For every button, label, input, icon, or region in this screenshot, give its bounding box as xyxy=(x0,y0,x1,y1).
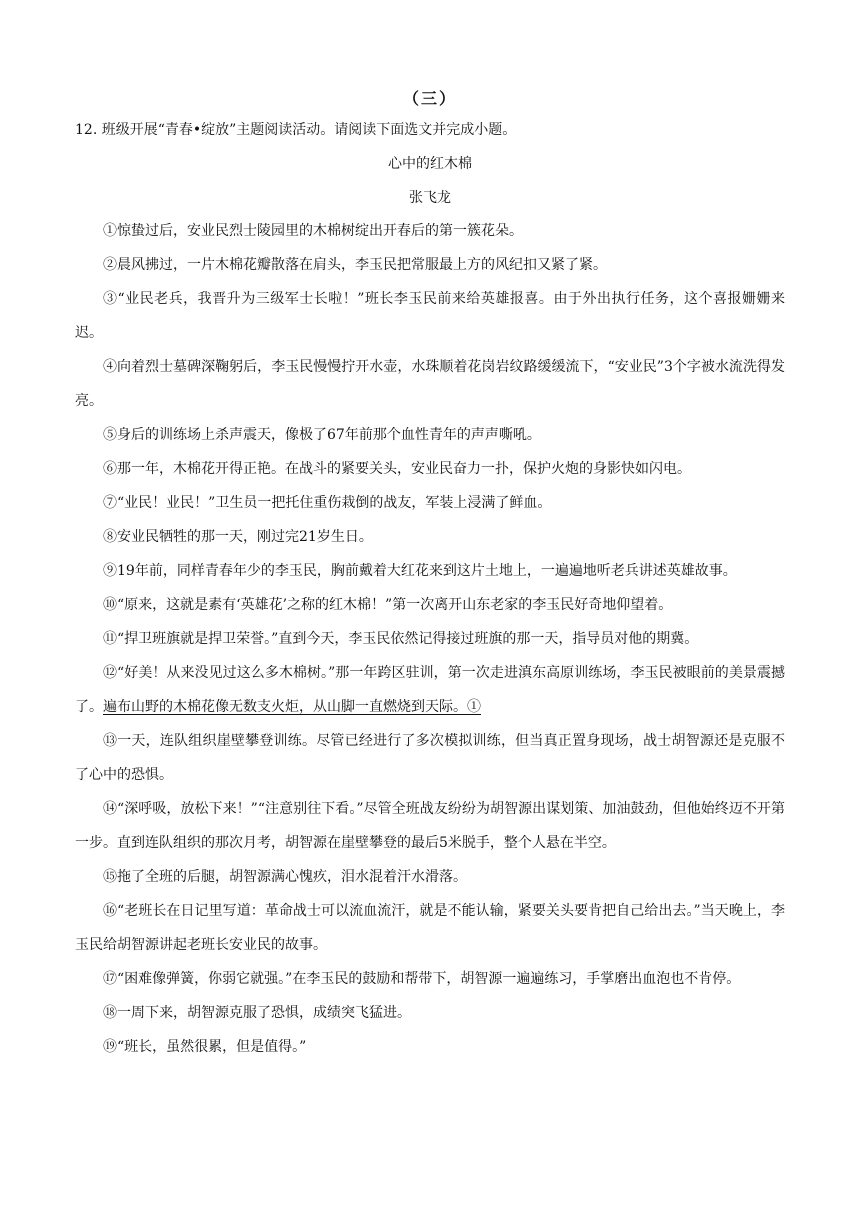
paragraph-6: ⑥那一年，木棉花开得正艳。在战斗的紧要关头，安业民奋力一扑，保护火炮的身影快如闪电。 xyxy=(103,461,691,477)
paragraph-5: ⑤身后的训练场上杀声震天，像极了67年前那个血性青年的声声嘶吼。 xyxy=(103,427,541,443)
paragraph-10: ⑩“原来，这就是素有‘英雄花’之称的红木棉！”第一次离开山东老家的李玉民好奇地仰望着。 xyxy=(103,597,673,613)
paragraph-2: ②晨风拂过，一片木棉花瓣散落在肩头，李玉民把常服最上方的风纪扣又紧了紧。 xyxy=(103,257,607,273)
paragraph-7: ⑦“业民！业民！”卫生员一把托住重伤栽倒的战友，军装上浸满了鲜血。 xyxy=(103,495,552,511)
paragraph-18: ⑱一周下来，胡智源克服了恐惧，成绩突飞猛进。 xyxy=(103,1005,411,1021)
underlined-sentence: 遍布山野的木棉花像无数支火炬，从山脚一直燃烧到天际。① xyxy=(103,699,481,715)
article-author: 张飞龙 xyxy=(409,190,451,206)
paragraph-9: ⑨19年前，同样青春年少的李玉民，胸前戴着大红花来到这片土地上，一遍遍地听老兵讲述英雄故事。 xyxy=(103,563,737,579)
question-prompt: 12. 班级开展“青春•绽放”主题阅读活动。请阅读下面选文并完成小题。 xyxy=(75,122,517,138)
paragraph-19: ⑲“班长，虽然很累，但是值得。” xyxy=(103,1039,307,1055)
paragraph-8: ⑧安业民牺牲的那一天，刚过完21岁生日。 xyxy=(103,529,373,545)
section-heading: （三） xyxy=(402,89,457,108)
paragraph-13: ⑬一天，连队组织崖壁攀登训练。尽管已经进行了多次模拟训练，但当真正置身现场，战士胡智源还是克服不了心中的恐惧。 xyxy=(75,733,785,783)
paragraph-12-text: ⑫“好美！从来没见过这么多木棉树。”那一年跨区驻训，第一次走进滇东高原训练场，李玉民被眼前的美景震撼了。 xyxy=(75,665,785,715)
paragraph-15: ⑮拖了全班的后腿，胡智源满心愧疚，泪水混着汗水滑落。 xyxy=(103,869,467,885)
article-title: 心中的红木棉 xyxy=(388,156,472,172)
paragraph-14: ⑭“深呼吸，放松下来！”“注意别往下看。”尽管全班战友纷纷为胡智源出谋划策、加油鼓劲，但他始终迈不开第一步。直到连队组织的那次月考，胡智源在崖壁攀登的最后5米脱手，整个人悬在半空。 xyxy=(75,801,785,851)
paragraph-11: ⑪“捍卫班旗就是捍卫荣誉。”直到今天，李玉民依然记得接过班旗的那一天，指导员对他的期冀。 xyxy=(103,631,699,647)
article-body xyxy=(75,214,785,1064)
paragraph-4: ④向着烈士墓碑深鞠躬后，李玉民慢慢拧开水壶，水珠顺着花岗岩纹路缓缓流下，“安业民”3个字被水流洗得发亮。 xyxy=(75,359,785,409)
paragraph-1: ①惊蛰过后，安业民烈士陵园里的木棉树绽出开春后的第一簇花朵。 xyxy=(103,223,523,239)
paragraph-17: ⑰“困难像弹簧，你弱它就强。”在李玉民的鼓励和帮带下，胡智源一遍遍练习，手掌磨出血泡也不肯停。 xyxy=(103,971,741,987)
paragraph-12 xyxy=(75,656,785,724)
paragraph-16: ⑯“老班长在日记里写道：革命战士可以流血流汗，就是不能认输，紧要关头要肯把自己给出去。”当天晚上，李玉民给胡智源讲起老班长安业民的故事。 xyxy=(75,903,785,953)
paragraph-3: ③“业民老兵，我晋升为三级军士长啦！”班长李玉民前来给英雄报喜。由于外出执行任务，这个喜报姗姗来迟。 xyxy=(75,291,785,341)
